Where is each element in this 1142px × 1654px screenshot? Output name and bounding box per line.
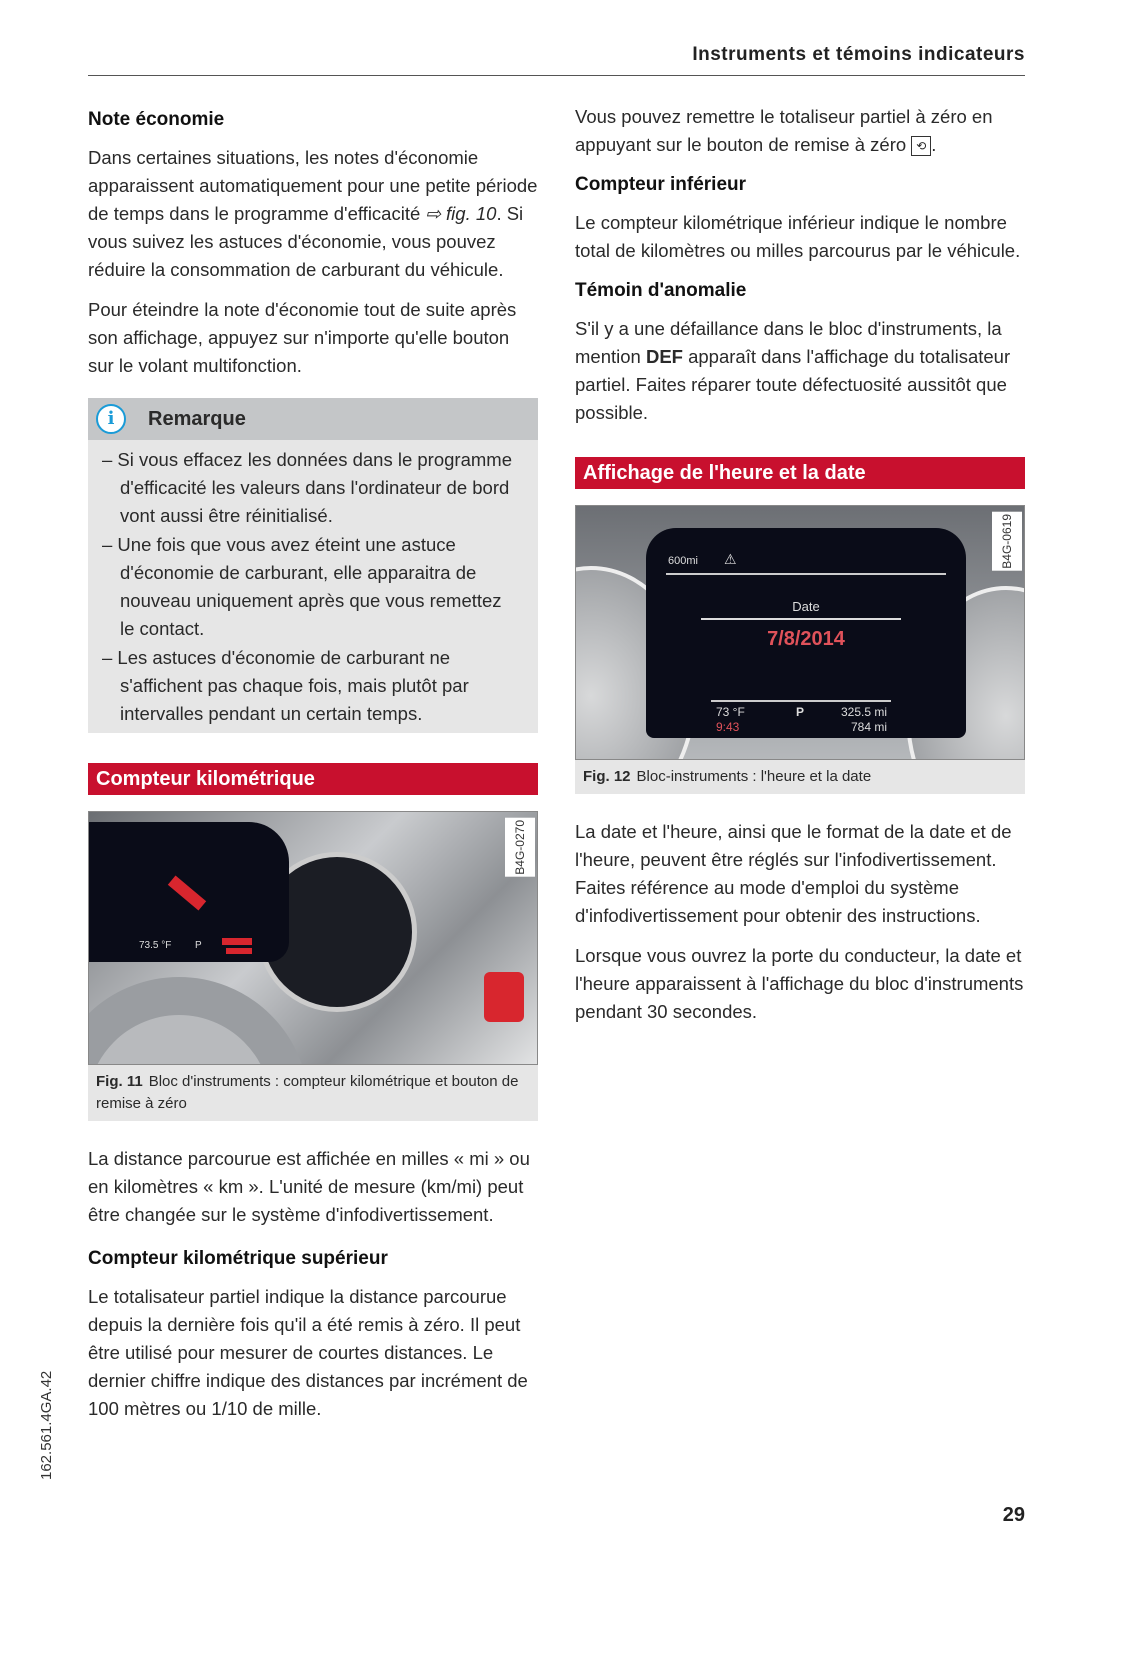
figure-12-caption: [575, 760, 1025, 794]
reset-button-icon: ⟲: [911, 136, 931, 156]
figure-label: Fig. 11: [96, 1073, 143, 1090]
remarque-header: [88, 398, 538, 440]
paragraph: La date et l'heure, ainsi que le format de la date et de l'heure, peuvent être réglés sur l'infodivertissement. Faites référence au mode d'emploi du système d'infodivertissement pour obtenir des instructions.: [575, 821, 1012, 926]
display-gear: P: [195, 940, 202, 951]
cluster-display: [646, 528, 966, 738]
section-title-compteur: Compteur kilométrique: [88, 763, 538, 795]
paragraph: Vous pouvez remettre le totaliseur partiel à zéro en appuyant sur le bouton de remise à zéro ⟲ .: [575, 106, 993, 155]
display-gear: P: [796, 705, 805, 719]
text: Vous pouvez remettre le totaliseur partiel à zéro en appuyant sur le bouton de remise à zéro: [575, 106, 993, 155]
running-header: [88, 44, 1025, 76]
display-range: 600mi: [668, 555, 698, 567]
divider: [711, 700, 891, 702]
display-time: 9:43: [716, 720, 740, 734]
info-icon: i: [96, 404, 126, 434]
tab-line: [666, 573, 946, 575]
right-column: [575, 103, 1025, 1038]
caption-text: Bloc-instruments : l'heure et la date: [636, 768, 872, 785]
list-item: – Les astuces d'économie de carburant ne s'affichent pas chaque fois, mais plutôt par intervalles pendant un certain temps.: [102, 647, 469, 724]
display-date: 7/8/2014: [767, 628, 845, 650]
remarque-title: Remarque: [148, 408, 246, 430]
divider: [701, 618, 901, 620]
figure-11-caption: [88, 1065, 538, 1121]
heading-superieur: Compteur kilométrique supérieur: [88, 1248, 388, 1269]
header-title: Instruments et témoins indicateurs: [692, 44, 1025, 65]
caption-text: Bloc d'instruments : compteur kilométrique et bouton de remise à zéro: [96, 1073, 519, 1112]
left-column: [88, 100, 538, 1435]
paragraph: Pour éteindre la note d'économie tout de suite après son affichage, appuyez sur n'importe qu'elle bouton sur le volant multifonction.: [88, 299, 517, 376]
figure-11-image: [88, 811, 538, 1065]
figure-label: Fig. 12: [583, 768, 631, 785]
text: apparaît dans l'affichage du totalisateur partiel. Faites réparer toute défectuosité aussitôt que possible.: [575, 346, 1011, 423]
paragraph: Lorsque vous ouvrez la porte du conducteur, la date et l'heure apparaissent à l'affichage du bloc d'instruments pendant 30 secondes.: [575, 945, 1024, 1022]
heading-inferieur: Compteur inférieur: [575, 174, 747, 195]
heading-note-economie: Note économie: [88, 109, 225, 130]
list-item: – Une fois que vous avez éteint une astuce d'économie de carburant, elle apparaitra de nouveau uniquement après que vous remettez le contact.: [102, 534, 502, 639]
figure-12-image: [575, 505, 1025, 760]
heading-anomalie: Témoin d'anomalie: [575, 280, 747, 301]
figure-code: B4G-0619: [992, 512, 1022, 571]
reset-button: [484, 972, 524, 1022]
red-arrow-icon: [168, 876, 206, 911]
section-title-heure-date: Affichage de l'heure et la date: [575, 457, 1025, 489]
figure-code: B4G-0270: [505, 818, 535, 877]
bold-text: DEF: [645, 346, 683, 367]
warning-icon: ⚠: [724, 551, 737, 567]
odometer-highlight: [226, 948, 252, 954]
paragraph: Le compteur kilométrique inférieur indique le nombre total de kilomètres ou milles parcourus par le véhicule.: [575, 212, 1021, 261]
remarque-box: [88, 398, 538, 733]
list-item: – Si vous effacez les données dans le programme d'efficacité les valeurs dans l'ordinateur de bord vont aussi être réinitialisé.: [102, 449, 512, 526]
page-number: 29: [1002, 1504, 1025, 1526]
paragraph: La distance parcourue est affichée en milles « mi » ou en kilomètres « km ». L'unité de mesure (km/mi) peut être changée sur le système d'infodivertissement.: [88, 1148, 530, 1225]
steering-wheel: [88, 977, 309, 1065]
display-date-label: Date: [792, 599, 820, 614]
cluster-display: [89, 822, 289, 962]
text: . Si vous suivez les astuces d'économie, vous pouvez réduire la consommation de carburant du véhicule.: [88, 203, 524, 280]
paragraph: [88, 144, 538, 284]
paragraph: Le totalisateur partiel indique la distance parcourue depuis la dernière fois qu'il a été remis à zéro. Il peut être utilisé pour mesurer de courtes distances. Le dernier chiffre indique des distances par incrément de 100 mètres ou 1/10 de mille.: [88, 1286, 528, 1419]
text: S'il y a une défaillance dans le bloc d'instruments, la mention: [575, 318, 1002, 367]
paragraph: [575, 315, 1025, 427]
text: Dans certaines situations, les notes d'économie apparaissent automatiquement pour une petite période de temps dans le programme d'efficacité: [88, 147, 538, 224]
display-trip: 325.5 mi: [841, 705, 888, 719]
remarque-list: [88, 440, 538, 733]
document-id: 162.561.4GA.42: [38, 1370, 55, 1480]
trip-odometer-highlight: [222, 938, 252, 945]
display-temp: 73.5 °F: [139, 940, 172, 951]
display-temp: 73 °F: [716, 705, 745, 719]
display-odometer: 784 mi: [851, 720, 888, 734]
figure-link[interactable]: ⇨ fig. 10: [425, 203, 497, 224]
